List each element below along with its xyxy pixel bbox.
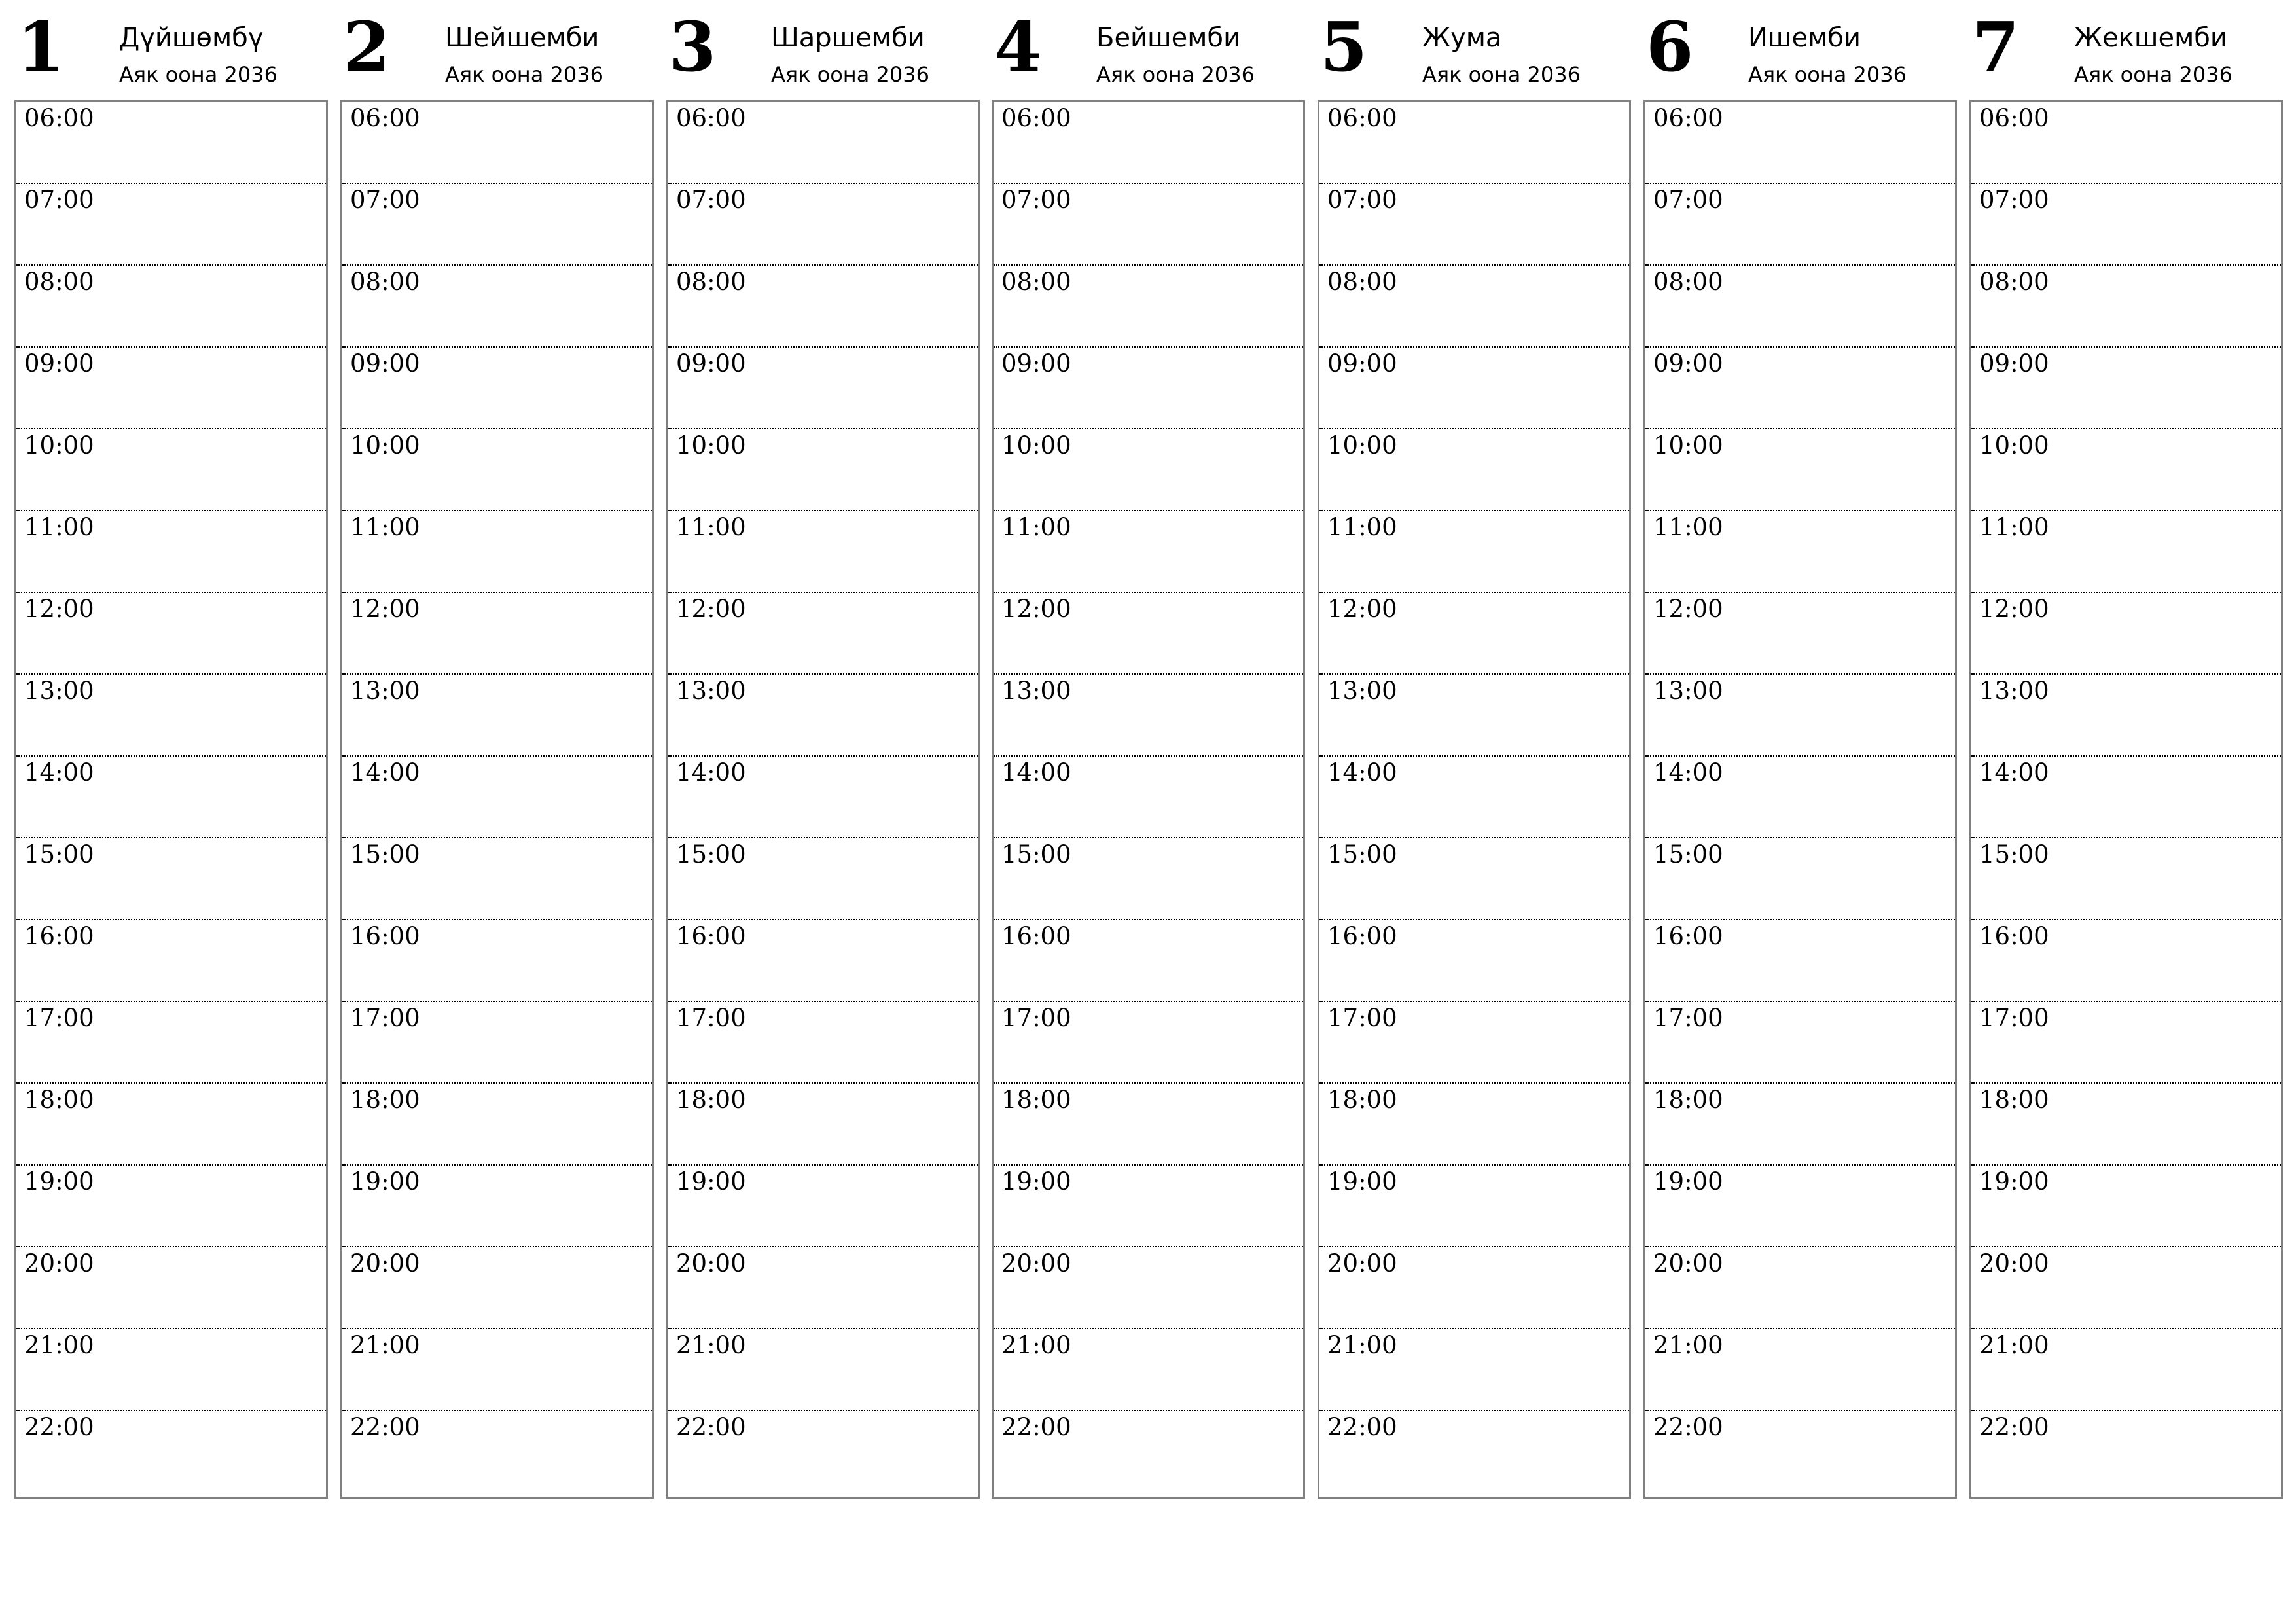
hour-slot[interactable] — [1645, 1411, 1955, 1493]
hour-slot[interactable] — [1971, 348, 2281, 429]
hour-label: 16:00 — [1979, 922, 2049, 950]
hour-label: 18:00 — [1979, 1086, 2049, 1114]
hour-slot[interactable] — [1319, 266, 1629, 348]
hour-slot[interactable] — [16, 429, 326, 511]
hour-slot[interactable] — [1971, 838, 2281, 920]
hour-label: 21:00 — [1327, 1331, 1397, 1359]
hour-label: 12:00 — [350, 595, 420, 623]
hour-slot[interactable] — [668, 920, 978, 1002]
hour-label: 20:00 — [1979, 1249, 2049, 1277]
hour-slot[interactable] — [668, 675, 978, 757]
hour-slot[interactable] — [1319, 757, 1629, 838]
hour-slot[interactable] — [994, 675, 1303, 757]
hour-label: 16:00 — [350, 922, 420, 950]
hour-slot[interactable] — [1971, 266, 2281, 348]
hour-label: 07:00 — [1327, 186, 1397, 214]
hour-slot[interactable] — [994, 1329, 1303, 1411]
hour-label: 17:00 — [1653, 1004, 1723, 1032]
day-date: Аяк оона 2036 — [1422, 62, 1581, 87]
hour-slot[interactable] — [1319, 1166, 1629, 1247]
hour-slot[interactable] — [1645, 1247, 1955, 1329]
hour-slot[interactable] — [16, 920, 326, 1002]
hour-slot[interactable] — [994, 348, 1303, 429]
weekly-planner — [14, 0, 2282, 1499]
hour-label: 10:00 — [24, 431, 94, 459]
hour-label: 07:00 — [24, 186, 94, 214]
hour-slot[interactable] — [994, 266, 1303, 348]
day-number: 7 — [1972, 7, 2020, 87]
hour-label: 13:00 — [1327, 677, 1397, 705]
hour-label: 08:00 — [1979, 268, 2049, 296]
hour-slot[interactable] — [342, 838, 652, 920]
day-schedule-box — [340, 100, 654, 1499]
hour-slot[interactable] — [668, 1247, 978, 1329]
hour-label: 15:00 — [350, 840, 420, 868]
hour-slot[interactable] — [668, 348, 978, 429]
day-date: Аяк оона 2036 — [2074, 62, 2233, 87]
hour-label: 09:00 — [1327, 349, 1397, 378]
hour-label: 11:00 — [1001, 513, 1071, 541]
hour-label: 14:00 — [676, 758, 746, 787]
hour-slot[interactable] — [16, 593, 326, 675]
hour-label: 19:00 — [676, 1168, 746, 1196]
hour-slot[interactable] — [1319, 1411, 1629, 1493]
hour-slot[interactable] — [1971, 593, 2281, 675]
hour-slot[interactable] — [16, 102, 326, 184]
hour-label: 19:00 — [1327, 1168, 1397, 1196]
hour-slot[interactable] — [16, 1329, 326, 1411]
hour-slot[interactable] — [1645, 838, 1955, 920]
day-number: 3 — [669, 7, 717, 87]
hour-label: 08:00 — [676, 268, 746, 296]
hour-label: 14:00 — [1653, 758, 1723, 787]
hour-slot[interactable] — [668, 102, 978, 184]
hour-label: 08:00 — [24, 268, 94, 296]
hour-label: 21:00 — [676, 1331, 746, 1359]
day-column — [1969, 0, 2282, 1499]
hour-slot[interactable] — [1971, 1247, 2281, 1329]
hour-label: 06:00 — [24, 104, 94, 132]
hour-slot[interactable] — [1971, 429, 2281, 511]
hour-slot[interactable] — [342, 102, 652, 184]
hour-slot[interactable] — [1319, 511, 1629, 593]
hour-label: 17:00 — [1327, 1004, 1397, 1032]
hour-slot[interactable] — [1319, 675, 1629, 757]
hour-label: 12:00 — [1001, 595, 1071, 623]
hour-label: 12:00 — [676, 595, 746, 623]
hour-label: 17:00 — [676, 1004, 746, 1032]
day-date: Аяк оона 2036 — [445, 62, 603, 87]
day-name: Бейшемби — [1096, 23, 1241, 53]
hour-slot[interactable] — [668, 184, 978, 266]
hour-slot[interactable] — [1319, 920, 1629, 1002]
hour-slot[interactable] — [994, 1411, 1303, 1493]
day-column — [14, 0, 327, 1499]
hour-slot[interactable] — [994, 184, 1303, 266]
hour-slot[interactable] — [1645, 1002, 1955, 1084]
hour-label: 18:00 — [1653, 1086, 1723, 1114]
hour-label: 11:00 — [1653, 513, 1723, 541]
day-schedule-box — [666, 100, 980, 1499]
hour-label: 11:00 — [1327, 513, 1397, 541]
hour-slot[interactable] — [668, 429, 978, 511]
hour-slot[interactable] — [668, 593, 978, 675]
hour-label: 06:00 — [350, 104, 420, 132]
hour-slot[interactable] — [1971, 757, 2281, 838]
hour-label: 18:00 — [350, 1086, 420, 1114]
day-column — [1643, 0, 1956, 1499]
hour-label: 09:00 — [676, 349, 746, 378]
hour-slot[interactable] — [1319, 429, 1629, 511]
hour-slot[interactable] — [994, 1002, 1303, 1084]
hour-slot[interactable] — [1971, 1166, 2281, 1247]
hour-label: 21:00 — [1979, 1331, 2049, 1359]
hour-slot[interactable] — [1319, 1247, 1629, 1329]
hour-label: 09:00 — [1653, 349, 1723, 378]
hour-label: 16:00 — [1327, 922, 1397, 950]
hour-label: 17:00 — [1979, 1004, 2049, 1032]
day-schedule-box — [992, 100, 1305, 1499]
hour-label: 20:00 — [350, 1249, 420, 1277]
hour-label: 21:00 — [1653, 1331, 1723, 1359]
hour-label: 11:00 — [24, 513, 94, 541]
hour-slot[interactable] — [1971, 102, 2281, 184]
hour-label: 07:00 — [1979, 186, 2049, 214]
day-date: Аяк оона 2036 — [771, 62, 929, 87]
day-schedule-box — [1643, 100, 1957, 1499]
day-date: Аяк оона 2036 — [1096, 62, 1255, 87]
hour-slot[interactable] — [1645, 1166, 1955, 1247]
day-number: 6 — [1646, 7, 1694, 87]
hour-label: 06:00 — [676, 104, 746, 132]
hour-label: 11:00 — [676, 513, 746, 541]
hour-label: 13:00 — [24, 677, 94, 705]
hour-label: 21:00 — [350, 1331, 420, 1359]
hour-slot[interactable] — [1971, 1084, 2281, 1166]
hour-label: 18:00 — [1001, 1086, 1071, 1114]
hour-slot[interactable] — [1645, 511, 1955, 593]
hour-label: 09:00 — [1001, 349, 1071, 378]
hour-slot[interactable] — [16, 675, 326, 757]
hour-label: 06:00 — [1001, 104, 1071, 132]
hour-label: 16:00 — [24, 922, 94, 950]
hour-label: 13:00 — [676, 677, 746, 705]
hour-label: 15:00 — [1001, 840, 1071, 868]
hour-label: 14:00 — [350, 758, 420, 787]
hour-slot[interactable] — [1971, 184, 2281, 266]
hour-label: 20:00 — [676, 1249, 746, 1277]
hour-label: 22:00 — [1653, 1413, 1723, 1441]
hour-slot[interactable] — [1319, 1002, 1629, 1084]
hour-label: 07:00 — [1001, 186, 1071, 214]
hour-slot[interactable] — [668, 757, 978, 838]
day-column — [666, 0, 978, 1499]
hour-slot[interactable] — [1645, 102, 1955, 184]
hour-slot[interactable] — [16, 511, 326, 593]
hour-slot[interactable] — [1319, 593, 1629, 675]
day-column — [1318, 0, 1630, 1499]
hour-label: 22:00 — [1001, 1413, 1071, 1441]
hour-label: 11:00 — [1979, 513, 2049, 541]
hour-label: 09:00 — [350, 349, 420, 378]
hour-slot[interactable] — [994, 920, 1303, 1002]
hour-label: 10:00 — [350, 431, 420, 459]
hour-slot[interactable] — [1971, 920, 2281, 1002]
hour-label: 17:00 — [1001, 1004, 1071, 1032]
day-date: Аяк оона 2036 — [1748, 62, 1907, 87]
hour-label: 13:00 — [1001, 677, 1071, 705]
day-name: Жума — [1422, 23, 1502, 53]
hour-slot[interactable] — [1645, 675, 1955, 757]
hour-slot[interactable] — [342, 266, 652, 348]
day-number: 4 — [994, 7, 1042, 87]
hour-slot[interactable] — [668, 838, 978, 920]
hour-slot[interactable] — [342, 429, 652, 511]
hour-label: 20:00 — [1327, 1249, 1397, 1277]
hour-slot[interactable] — [1971, 1411, 2281, 1493]
hour-slot[interactable] — [342, 1002, 652, 1084]
hour-label: 19:00 — [350, 1168, 420, 1196]
hour-slot[interactable] — [668, 1329, 978, 1411]
hour-label: 21:00 — [24, 1331, 94, 1359]
hour-label: 09:00 — [1979, 349, 2049, 378]
hour-slot[interactable] — [1645, 920, 1955, 1002]
hour-slot[interactable] — [1645, 266, 1955, 348]
hour-label: 15:00 — [1979, 840, 2049, 868]
hour-label: 12:00 — [1327, 595, 1397, 623]
hour-slot[interactable] — [668, 266, 978, 348]
hour-label: 10:00 — [676, 431, 746, 459]
hour-label: 15:00 — [24, 840, 94, 868]
hour-slot[interactable] — [16, 1411, 326, 1493]
hour-label: 18:00 — [1327, 1086, 1397, 1114]
hour-slot[interactable] — [1645, 593, 1955, 675]
hour-label: 07:00 — [676, 186, 746, 214]
day-number: 5 — [1320, 7, 1368, 87]
hour-slot[interactable] — [994, 1166, 1303, 1247]
hour-label: 13:00 — [1653, 677, 1723, 705]
hour-slot[interactable] — [1319, 184, 1629, 266]
hour-label: 13:00 — [1979, 677, 2049, 705]
hour-label: 07:00 — [1653, 186, 1723, 214]
hour-slot[interactable] — [994, 511, 1303, 593]
hour-label: 14:00 — [24, 758, 94, 787]
hour-label: 12:00 — [24, 595, 94, 623]
hour-label: 15:00 — [1653, 840, 1723, 868]
hour-label: 10:00 — [1001, 431, 1071, 459]
hour-slot[interactable] — [1971, 511, 2281, 593]
hour-label: 22:00 — [1327, 1413, 1397, 1441]
hour-label: 17:00 — [350, 1004, 420, 1032]
hour-label: 16:00 — [1001, 922, 1071, 950]
hour-label: 14:00 — [1327, 758, 1397, 787]
hour-label: 08:00 — [1001, 268, 1071, 296]
day-column — [340, 0, 653, 1499]
hour-slot[interactable] — [16, 1084, 326, 1166]
day-name: Жекшемби — [2074, 23, 2227, 53]
hour-slot[interactable] — [1319, 1329, 1629, 1411]
hour-label: 19:00 — [1979, 1168, 2049, 1196]
hour-label: 22:00 — [1979, 1413, 2049, 1441]
hour-slot[interactable] — [342, 348, 652, 429]
hour-label: 22:00 — [676, 1413, 746, 1441]
hour-label: 06:00 — [1653, 104, 1723, 132]
hour-label: 06:00 — [1979, 104, 2049, 132]
hour-label: 10:00 — [1979, 431, 2049, 459]
day-number: 1 — [17, 7, 65, 87]
hour-slot[interactable] — [16, 838, 326, 920]
day-schedule-box — [14, 100, 328, 1499]
hour-label: 14:00 — [1979, 758, 2049, 787]
hour-slot[interactable] — [668, 1166, 978, 1247]
hour-label: 08:00 — [1653, 268, 1723, 296]
hour-label: 08:00 — [350, 268, 420, 296]
hour-label: 10:00 — [1327, 431, 1397, 459]
hour-label: 15:00 — [676, 840, 746, 868]
hour-slot[interactable] — [994, 102, 1303, 184]
hour-slot[interactable] — [668, 1084, 978, 1166]
day-name: Дүйшөмбү — [119, 23, 264, 53]
day-number: 2 — [343, 7, 391, 87]
hour-slot[interactable] — [994, 1247, 1303, 1329]
hour-slot[interactable] — [342, 1166, 652, 1247]
hour-slot[interactable] — [16, 1002, 326, 1084]
hour-label: 14:00 — [1001, 758, 1071, 787]
hour-label: 10:00 — [1653, 431, 1723, 459]
day-name: Шейшемби — [445, 23, 600, 53]
hour-label: 21:00 — [1001, 1331, 1071, 1359]
hour-slot[interactable] — [1319, 102, 1629, 184]
hour-label: 09:00 — [24, 349, 94, 378]
hour-slot[interactable] — [16, 266, 326, 348]
hour-label: 18:00 — [676, 1086, 746, 1114]
day-schedule-box — [1318, 100, 1631, 1499]
hour-slot[interactable] — [16, 184, 326, 266]
hour-slot[interactable] — [342, 511, 652, 593]
hour-slot[interactable] — [1645, 1329, 1955, 1411]
hour-label: 07:00 — [350, 186, 420, 214]
hour-label: 16:00 — [1653, 922, 1723, 950]
hour-slot[interactable] — [342, 1411, 652, 1493]
hour-slot[interactable] — [1971, 1002, 2281, 1084]
hour-label: 17:00 — [24, 1004, 94, 1032]
hour-label: 11:00 — [350, 513, 420, 541]
hour-slot[interactable] — [994, 593, 1303, 675]
hour-label: 19:00 — [1001, 1168, 1071, 1196]
day-date: Аяк оона 2036 — [119, 62, 278, 87]
hour-slot[interactable] — [1645, 1084, 1955, 1166]
hour-label: 22:00 — [350, 1413, 420, 1441]
hour-label: 20:00 — [24, 1249, 94, 1277]
hour-slot[interactable] — [668, 511, 978, 593]
hour-slot[interactable] — [1645, 757, 1955, 838]
hour-slot[interactable] — [994, 1084, 1303, 1166]
day-name: Ишемби — [1748, 23, 1861, 53]
hour-slot[interactable] — [342, 1329, 652, 1411]
hour-slot[interactable] — [1971, 1329, 2281, 1411]
hour-slot[interactable] — [1645, 348, 1955, 429]
hour-slot[interactable] — [342, 675, 652, 757]
hour-label: 19:00 — [1653, 1168, 1723, 1196]
hour-slot[interactable] — [342, 184, 652, 266]
hour-label: 13:00 — [350, 677, 420, 705]
hour-slot[interactable] — [342, 1247, 652, 1329]
hour-label: 12:00 — [1979, 595, 2049, 623]
hour-label: 19:00 — [24, 1168, 94, 1196]
hour-slot[interactable] — [16, 1247, 326, 1329]
hour-label: 08:00 — [1327, 268, 1397, 296]
hour-slot[interactable] — [668, 1411, 978, 1493]
hour-slot[interactable] — [1319, 1084, 1629, 1166]
hour-label: 20:00 — [1653, 1249, 1723, 1277]
hour-slot[interactable] — [994, 838, 1303, 920]
hour-slot[interactable] — [342, 920, 652, 1002]
hour-slot[interactable] — [668, 1002, 978, 1084]
day-column — [992, 0, 1304, 1499]
hour-slot[interactable] — [16, 1166, 326, 1247]
hour-slot[interactable] — [1319, 838, 1629, 920]
hour-label: 12:00 — [1653, 595, 1723, 623]
day-name: Шаршемби — [771, 23, 925, 53]
hour-label: 16:00 — [676, 922, 746, 950]
hour-slot[interactable] — [1971, 675, 2281, 757]
hour-label: 20:00 — [1001, 1249, 1071, 1277]
hour-slot[interactable] — [994, 429, 1303, 511]
hour-slot[interactable] — [1645, 429, 1955, 511]
hour-slot[interactable] — [16, 348, 326, 429]
hour-label: 22:00 — [24, 1413, 94, 1441]
hour-slot[interactable] — [994, 757, 1303, 838]
hour-slot[interactable] — [16, 757, 326, 838]
hour-label: 15:00 — [1327, 840, 1397, 868]
hour-slot[interactable] — [342, 593, 652, 675]
hour-label: 18:00 — [24, 1086, 94, 1114]
hour-label: 06:00 — [1327, 104, 1397, 132]
day-schedule-box — [1969, 100, 2283, 1499]
hour-slot[interactable] — [342, 757, 652, 838]
hour-slot[interactable] — [342, 1084, 652, 1166]
hour-slot[interactable] — [1319, 348, 1629, 429]
hour-slot[interactable] — [1645, 184, 1955, 266]
